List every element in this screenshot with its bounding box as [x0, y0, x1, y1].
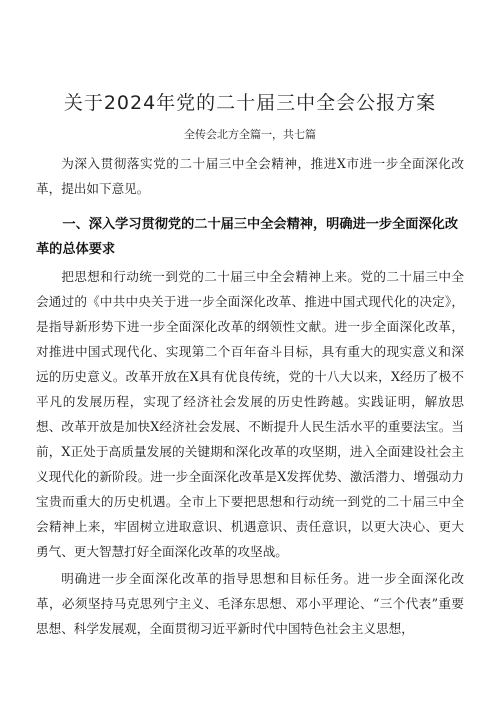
intro-paragraph: 为深入贯彻落实党的二十届三中全会精神，推进X市进一步全面深化改革，提出如下意见。 [36, 156, 464, 196]
body-paragraph: 明确进一步全面深化改革的指导思想和目标任务。进一步全面深化改革，必须坚持马克思列宁主义、毛泽东思想、邓小平理论、“三个代表”重要思想、科学发展观，全面贯彻习近平新时代中国特色社会主义思想， [36, 571, 464, 636]
section-heading: 一、深入学习贯彻党的二十届三中全会精神，明确进一步全面深化改革的总体要求 [36, 217, 459, 257]
document-title: 关于2024年党的二十届三中全会公报方案 [63, 92, 437, 114]
body-paragraph: 把思想和行动统一到党的二十届三中全会精神上来。党的二十届三中全会通过的《中共中央关于进一步全面深化改革、推进中国式现代化的决定》，是指导新形势下进一步全面深化改革的纲领性文献。进一步全面深化改革，对推进中国式现代化、实现第二个百年奋斗目标，具有重大的现实意义和深远的历史意义。改革开放在X具有优良传统，党的十八大以来，X经历了极不平凡的发展历程，实现了经济社会发展的历史性跨越。实践证明，解放思想、改革开放是加快X经济社会发展、不断提升人民生活水平的重要法宝。当前，X正处于高质量发展的关键期和深化改革的攻坚期，进入全面建设社会主义现代化的新阶段。进一步全面深化改革是X发挥优势、激活潜力、增强动力宝贵而重大的历史机遇。全市上下要把思想和行动统一到党的二十届三中全会精神上来，牢固树立进取意识、机遇意识、责任意识，以更大决心、更大勇气、更大智慧打好全面深化改革的攻坚战。 [36, 269, 464, 559]
document-subtitle: 全传会北方全篇一，共七篇 [184, 128, 316, 141]
